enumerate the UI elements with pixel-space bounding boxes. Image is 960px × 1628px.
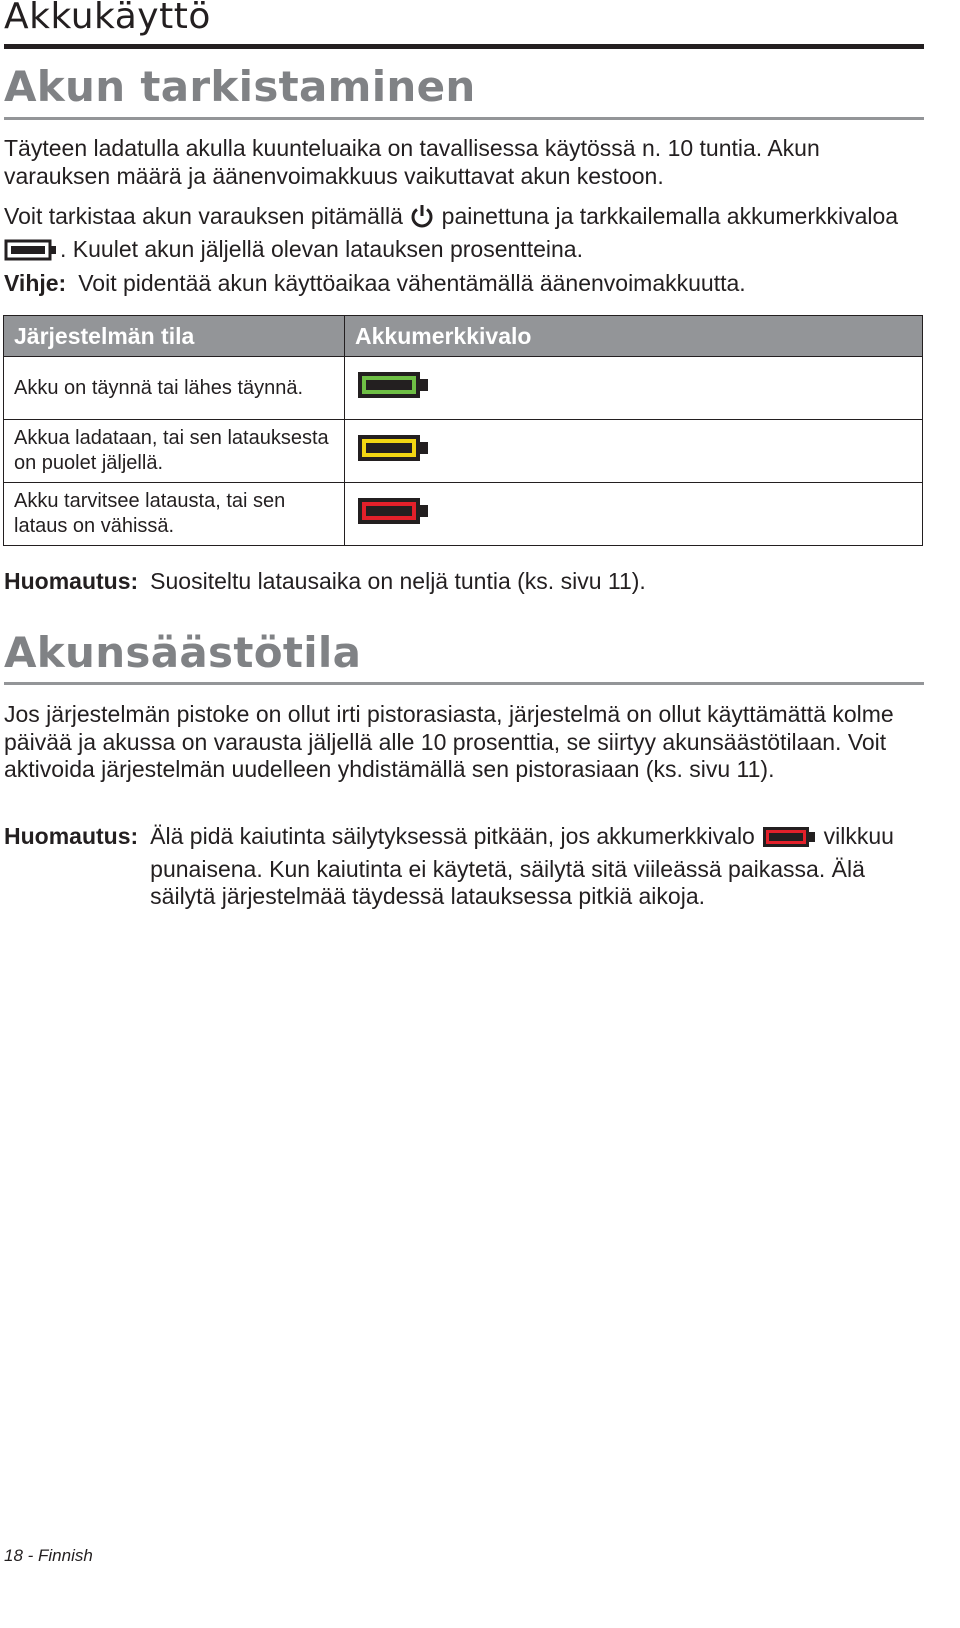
tip: [4, 270, 929, 298]
section-heading-battery-saver: Akunsäästötila: [4, 628, 362, 677]
status-cell: Akku on täynnä tai lähes täynnä.: [4, 357, 345, 420]
battery-red-icon: [355, 510, 431, 532]
note-text: Suositeltu latausaika on neljä tuntia (ks. sivu 11).: [150, 568, 646, 594]
page-footer: 18 - Finnish: [4, 1546, 93, 1565]
battery-saver-paragraph: Jos järjestelmän pistoke on ollut irti pistorasiasta, järjestelmä on ollut käyttämättä kolme päivää ja akussa on varausta jäljellä alle 10 prosenttia, se siirtyy akunsäästötilaan. Voit aktivoida järjestelmän uudelleen yhdistämällä sen pistorasiaan (ks. sivu 11).: [4, 701, 894, 782]
battery-light-cell: [345, 357, 923, 420]
battery-status-table: [3, 315, 923, 546]
battery-yellow-icon: [355, 447, 431, 469]
table-row: [4, 357, 923, 420]
note-text: Älä pidä kaiutinta säilytyksessä pitkään, jos akkumerkkivalo vilkkuu punaisena. Kun kaiutinta ei käytetä, säilytä sitä viileässä paikassa. Älä säilytä järjestelmää täydessä latauksessa pitkiä aikoja.: [150, 823, 894, 909]
note-label: Huomautus:: [4, 823, 139, 849]
tip-label: Vihje:: [4, 270, 67, 296]
battery-light-cell: [345, 483, 923, 546]
status-cell: Akkua ladataan, tai sen latauksesta on puolet jäljellä.: [4, 420, 345, 483]
section-divider: [4, 682, 924, 685]
section-divider: [4, 117, 924, 120]
battery-green-icon: [355, 384, 431, 406]
tip-text: Voit pidentää akun käyttöaikaa vähentämällä äänenvoimakkuutta.: [78, 270, 746, 296]
charging-note: [4, 568, 929, 596]
battery-light-cell: [345, 420, 923, 483]
battery-red-icon: [761, 825, 817, 856]
battery-life-paragraph: Täyteen ladatulla akulla kuunteluaika on tavallisessa käytössä n. 10 tuntia. Akun varauksen määrä ja äänenvoimakkuus vaikuttavat akun kestoon.: [4, 135, 820, 189]
section-heading-battery-check: Akun tarkistaminen: [4, 62, 476, 111]
table-header-row: [4, 316, 923, 357]
table-row: [4, 483, 923, 546]
battery-indicator-icon: [4, 238, 60, 269]
header-system-status: Järjestelmän tila: [4, 316, 345, 357]
note-label: Huomautus:: [4, 568, 139, 594]
title-divider: [4, 44, 924, 49]
battery-check-paragraph: Voit tarkistaa akun varauksen pitämällä painettuna ja tarkkailemalla akkumerkkivaloa . Kuulet akun jäljellä olevan latauksen prosentteina.: [4, 203, 929, 268]
header-battery-light: Akkumerkkivalo: [345, 316, 923, 357]
storage-note: [4, 823, 929, 911]
status-cell: Akku tarvitsee latausta, tai sen lataus on vähissä.: [4, 483, 345, 546]
page-title: Akkukäyttö: [4, 0, 211, 37]
power-icon: [409, 203, 435, 236]
table-row: [4, 420, 923, 483]
